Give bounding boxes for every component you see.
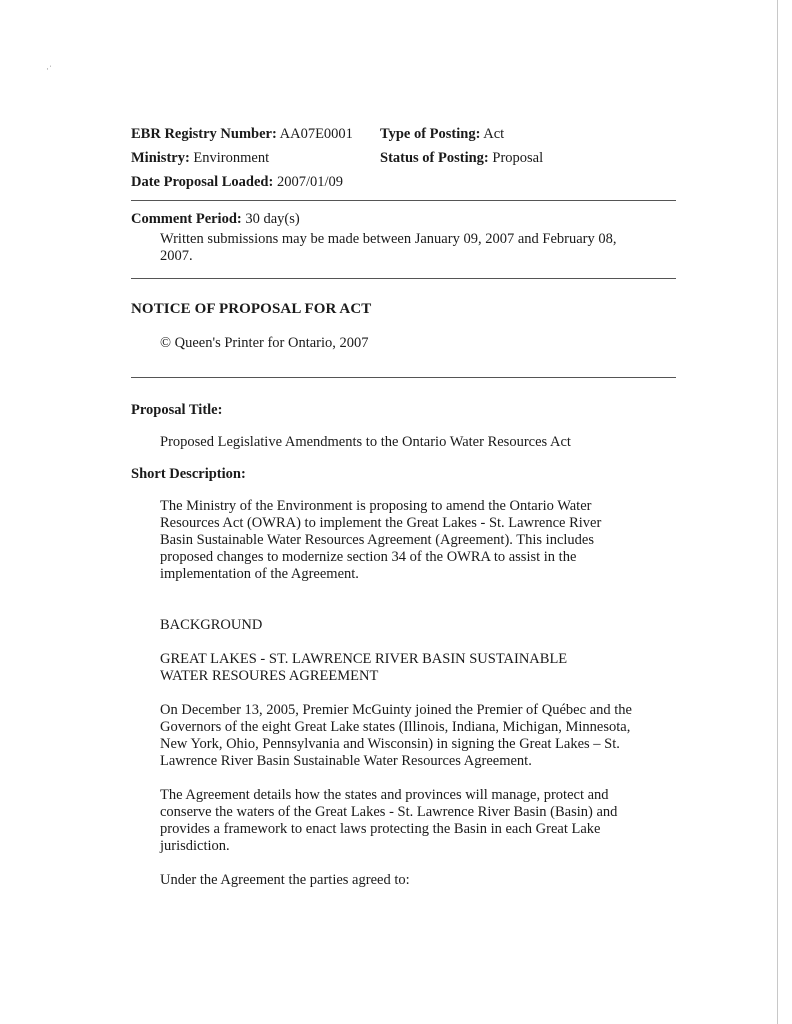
posting-type: [380, 126, 504, 143]
notice-title: NOTICE OF PROPOSAL FOR ACT: [131, 301, 372, 317]
copyright-notice: © Queen's Printer for Ontario, 2007: [160, 335, 369, 351]
ebr-value: AA07E0001: [279, 125, 353, 142]
proposal-title-text: Proposed Legislative Amendments to the Ontario Water Resources Act: [160, 434, 571, 450]
proposal-title-label: Proposal Title:: [131, 402, 223, 418]
ministry-value: Environment: [193, 149, 270, 166]
short-description-text: The Ministry of the Environment is proposing to amend the Ontario Water Resources Act (OWRA) to implement the Great Lakes - St. Lawrence River Basin Sustainable Water Resources Agreement (Agreement). This includes proposed changes to modernize section 34 of the OWRA to assist in the implementation of the Agreement.: [160, 498, 602, 582]
divider: [131, 200, 676, 201]
comment-value: 30 day(s): [245, 211, 300, 227]
scan-edge-line: [777, 0, 778, 1024]
status-label: Status of Posting:: [380, 149, 489, 166]
ebr-label: EBR Registry Number:: [131, 125, 277, 142]
divider: [131, 278, 676, 279]
short-description-label: Short Description:: [131, 466, 246, 482]
header-row-3: [131, 170, 676, 194]
agreement-heading: GREAT LAKES - ST. LAWRENCE RIVER BASIN SUSTAINABLE WATER RESOURES AGREEMENT: [160, 651, 568, 684]
header-row-2: [131, 146, 676, 170]
paragraph-parties: Under the Agreement the parties agreed to:: [160, 872, 410, 888]
background-heading: BACKGROUND: [160, 617, 263, 633]
type-label: Type of Posting:: [380, 125, 481, 142]
paragraph-framework: The Agreement details how the states and provinces will manage, protect and conserve the waters of the Great Lakes - St. Lawrence River Basin (Basin) and provides a framework to enact laws protecting the Basin in each Great Lake jurisdiction.: [160, 787, 618, 854]
divider: [131, 377, 676, 378]
document-page: [131, 122, 676, 889]
ministry: [131, 150, 380, 167]
date-label: Date Proposal Loaded:: [131, 173, 274, 190]
ebr-registry: [131, 126, 380, 143]
scan-speck: ·ˈ: [46, 64, 52, 74]
comment-label: Comment Period:: [131, 211, 242, 227]
date-loaded: [131, 174, 380, 191]
comment-period: [131, 211, 676, 228]
posting-status: [380, 150, 543, 167]
type-value: Act: [483, 125, 505, 142]
header-row-1: [131, 122, 676, 146]
ministry-label: Ministry:: [131, 149, 190, 166]
paragraph-signing: On December 13, 2005, Premier McGuinty joined the Premier of Québec and the Governors of the eight Great Lake states (Illinois, Indiana, Michigan, Minnesota, New York, Ohio, Pennsylvania and Wisconsin) in signing the Great Lakes – St. Lawrence River Basin Sustainable Water Resources Agreement.: [160, 702, 632, 769]
date-value: 2007/01/09: [276, 173, 344, 190]
comment-text: Written submissions may be made between January 09, 2007 and February 08, 2007.: [160, 231, 617, 264]
status-value: Proposal: [492, 149, 544, 166]
